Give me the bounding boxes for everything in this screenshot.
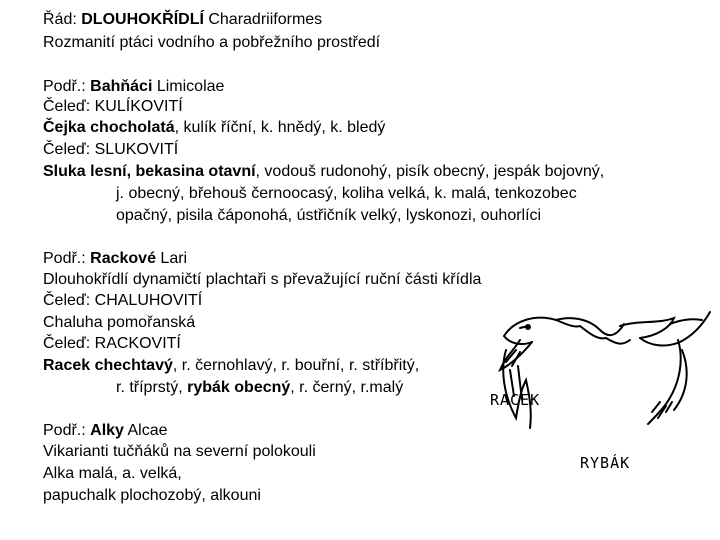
- suborder-name: Alky: [90, 422, 124, 439]
- species-slukoviti-cont1: j. obecný, břehouš černoocasý, koliha velká, k. malá, tenkozobec: [116, 185, 577, 202]
- family-kulikoviti: Čeleď: KULÍKOVITÍ: [43, 98, 183, 115]
- species-bold: rybák obecný: [187, 379, 291, 396]
- species-slukoviti-cont2: opačný, pisila čáponohá, ústřičník velký, lyskonozi, ouhorlíci: [116, 207, 542, 224]
- order-name: DLOUHOKŘÍDLÍ: [81, 11, 204, 28]
- species-alky-2: papuchalk plochozobý, alkouni: [43, 487, 261, 504]
- suborder-prefix: Podř.:: [43, 78, 91, 95]
- species-kulikoviti: [43, 118, 385, 138]
- order-prefix: Řád:: [43, 11, 82, 28]
- species-rackoviti-cont: [116, 378, 403, 398]
- alky-description: Vikarianti tučňáků na severní polokouli: [43, 443, 316, 460]
- species-rest: , vodouš rudonohý, pisík obecný, jespák bojovný,: [255, 163, 605, 180]
- species-rest: , r. černý, r.malý: [290, 379, 404, 396]
- suborder-alky: [43, 421, 168, 441]
- order-description: Rozmanití ptáci vodního a pobřežního prostředí: [43, 34, 381, 51]
- suborder-latin: Alcae: [123, 422, 168, 439]
- suborder-latin: Limicolae: [152, 78, 225, 95]
- species-slukoviti: [43, 162, 604, 182]
- family-chaluhoviti: Čeleď: CHALUHOVITÍ: [43, 292, 203, 309]
- rackove-description: Dlouhokřídlí dynamičtí plachtaři s převažující ruční části křídla: [43, 271, 482, 288]
- suborder-prefix: Podř.:: [43, 422, 91, 439]
- species-bold: Racek chechtavý: [43, 357, 173, 374]
- rybak-label: RYBÁK: [580, 454, 631, 472]
- species-rest: r. tříprstý,: [116, 379, 188, 396]
- suborder-bahnaci: [43, 77, 224, 97]
- gull-sketch: [500, 318, 630, 428]
- tern-sketch: [620, 312, 710, 424]
- suborder-name: Rackové: [90, 250, 156, 267]
- order-line: [43, 10, 322, 30]
- family-slukoviti: Čeleď: SLUKOVITÍ: [43, 141, 179, 158]
- suborder-rackove: [43, 249, 187, 269]
- suborder-name: Bahňáci: [90, 78, 153, 95]
- species-rackoviti: [43, 356, 419, 376]
- species-chaluhoviti: Chaluha pomořanská: [43, 314, 196, 331]
- species-rest: , kulík říční, k. hnědý, k. bledý: [174, 119, 386, 136]
- gull-tern-sketch: [470, 300, 720, 480]
- family-rackoviti: Čeleď: RACKOVITÍ: [43, 335, 181, 352]
- species-alky-1: Alka malá, a. velká,: [43, 465, 182, 482]
- order-latin: Charadriiformes: [203, 11, 323, 28]
- species-bold: Čejka chocholatá: [43, 119, 175, 136]
- suborder-latin: Lari: [155, 250, 188, 267]
- species-bold: Sluka lesní, bekasina otavní: [43, 163, 256, 180]
- racek-label: RACEK: [490, 391, 541, 409]
- species-rest: , r. černohlavý, r. bouřní, r. stříbřitý,: [172, 357, 420, 374]
- suborder-prefix: Podř.:: [43, 250, 91, 267]
